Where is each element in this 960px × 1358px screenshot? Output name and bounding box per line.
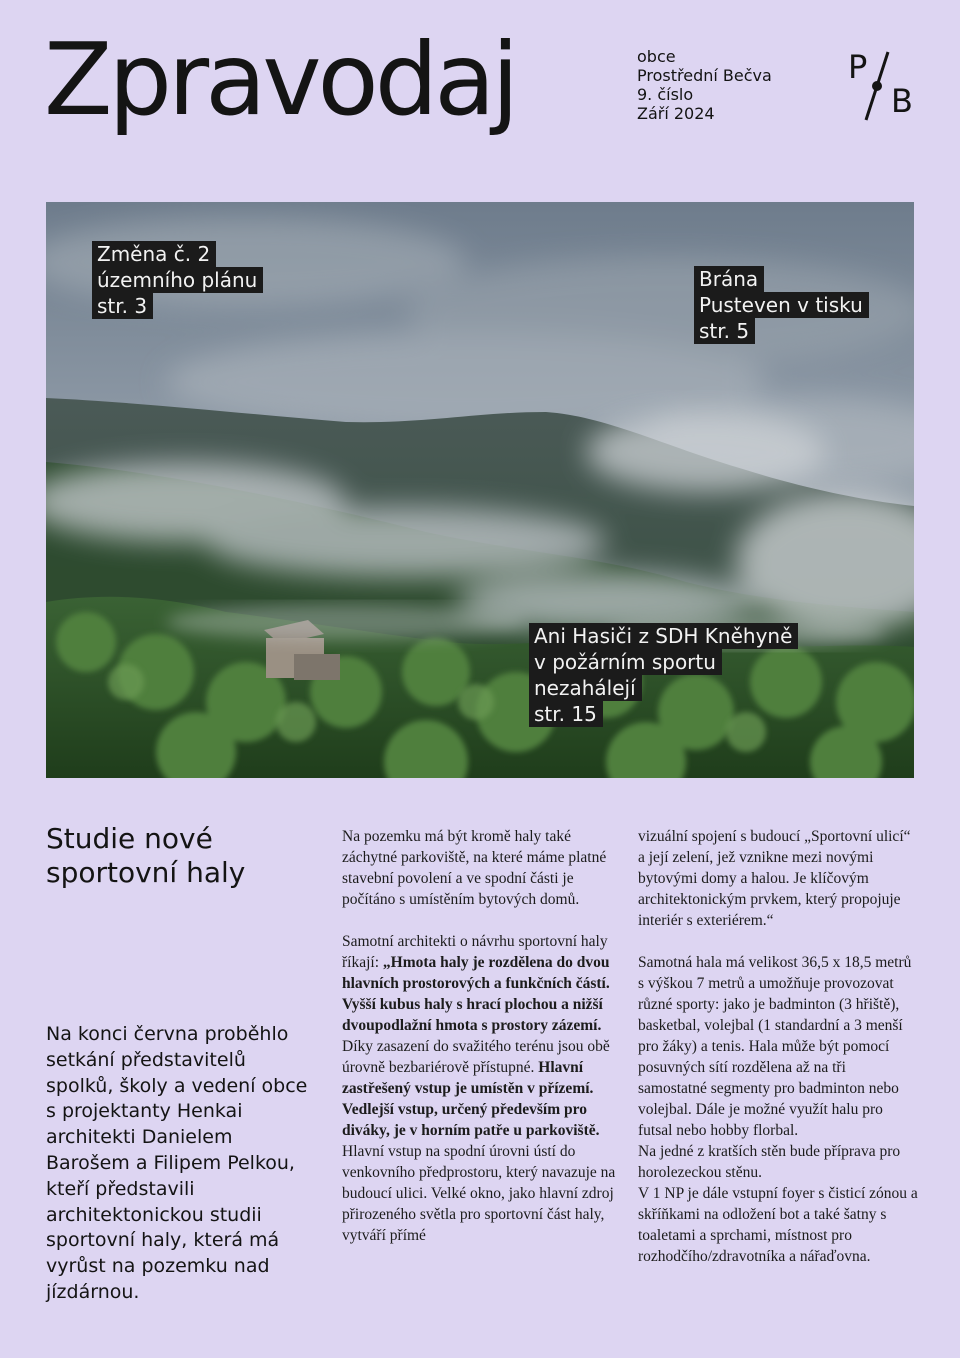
paragraph: Na jedné z kratších stěn bude příprava pro horolezeckou stěnu. bbox=[638, 1143, 901, 1181]
pb-logo bbox=[844, 48, 920, 124]
paragraph: V 1 NP je dále vstupní foyer s čisticí zónou a skříňkami na odložení bot a také šatny s toaletami a sprchami, místnost pro rozhodčího/zdravotníka a nářaďovna. bbox=[638, 1185, 918, 1265]
teaser-page: str. 15 bbox=[529, 701, 603, 727]
text-run: Samotní architekti o návrhu sportovní haly říkají: bbox=[342, 933, 608, 971]
paragraph: vizuální spojení s budoucí „Sportovní ulicí“ a její zelení, jež vznikne mezi novými bytovými domy a halou. Je klíčovým architektonickým prvkem, který propojuje interiér s exteriérem.“ bbox=[638, 828, 911, 929]
article-title-line: sportovní haly bbox=[46, 856, 246, 889]
logo-letter-b: B bbox=[891, 82, 913, 120]
logo-letter-p: P bbox=[848, 48, 868, 86]
teaser-line: Změna č. 2 bbox=[92, 241, 216, 267]
article-lead: Na konci června proběhlo setkání představitelů spolků, školy a vedení obce s projektanty Henkai architekti Danielem Barošem a Filipem Pelkou, kteří představili architektonickou studii sportovní haly, která má vyrůst na pozemku nad jízdárnou. bbox=[46, 1023, 308, 1303]
paragraph: Samotná hala má velikost 36,5 x 18,5 metrů s výškou 7 metrů a umožňuje provozovat různé sporty: jako je badminton (3 hřiště), basketbal, volejbal (1 standardní a 3 menší pro žáky) a tenis. Hala může být pomocí posuvných sítí rozdělena až na tři samostatné segmenty pro badminton nebo volejbal. Dále je možné využít halu pro futsal nebo hobby florbal. bbox=[638, 954, 912, 1139]
article-column-3 bbox=[638, 826, 918, 1288]
teaser-line: Ani Hasiči z SDH Kněhyně bbox=[529, 623, 798, 649]
issue-line-municipality: Prostřední Bečva bbox=[637, 66, 772, 85]
text-run: Hlavní vstup na spodní úrovni ústí do venkovního předprostoru, který navazuje na budoucí ulici. Velké okno, jako hlavní zdroj přirozeného světla pro sportovní část haly, vytváří přímé bbox=[342, 1143, 616, 1244]
newsletter-title: Zpravodaj bbox=[44, 21, 516, 138]
teaser-line: nezahálejí bbox=[529, 675, 642, 701]
issue-line-municipality-prefix: obce bbox=[637, 47, 676, 66]
article-title-line: Studie nové bbox=[46, 822, 213, 855]
bold-run: Hlavní zastřešený vstup je umístěn v přízemí. Vedlejší vstup, určený především pro diváky, je v horním patře u parkoviště. bbox=[342, 1059, 600, 1139]
teaser-page: str. 5 bbox=[694, 318, 755, 344]
issue-info bbox=[637, 47, 772, 123]
issue-line-number: 9. číslo bbox=[637, 85, 694, 104]
teaser-line: v požárním sportu bbox=[529, 649, 722, 675]
bold-run: „Hmota haly je rozdělena do dvou hlavních prostorových a funkčních částí. Vyšší kubus haly s hrací plochou a nižší dvoupodlažní hmota s prostory zázemí. bbox=[342, 954, 610, 1034]
text-run: Díky zasazení do svažitého terénu jsou obě úrovně bezbariérově přístupné. bbox=[342, 1038, 610, 1076]
teaser-page: str. 3 bbox=[92, 293, 153, 319]
paragraph-quote bbox=[342, 931, 622, 1246]
teaser-brana-pusteven[interactable] bbox=[694, 266, 869, 344]
teaser-line: Brána bbox=[694, 266, 764, 292]
article-title bbox=[46, 822, 245, 890]
teaser-line: územního plánu bbox=[92, 267, 263, 293]
teaser-line: Pusteven v tisku bbox=[694, 292, 869, 318]
teaser-uzemni-plan[interactable] bbox=[92, 241, 263, 319]
teaser-hasici[interactable] bbox=[529, 623, 798, 727]
paragraph: Na pozemku má být kromě haly také záchytné parkoviště, na které máme platné stavební povolení a ve spodní části je počítáno s umístěním bytových domů. bbox=[342, 828, 607, 908]
article-column-2 bbox=[342, 826, 622, 1267]
issue-line-date: Září 2024 bbox=[637, 104, 715, 123]
